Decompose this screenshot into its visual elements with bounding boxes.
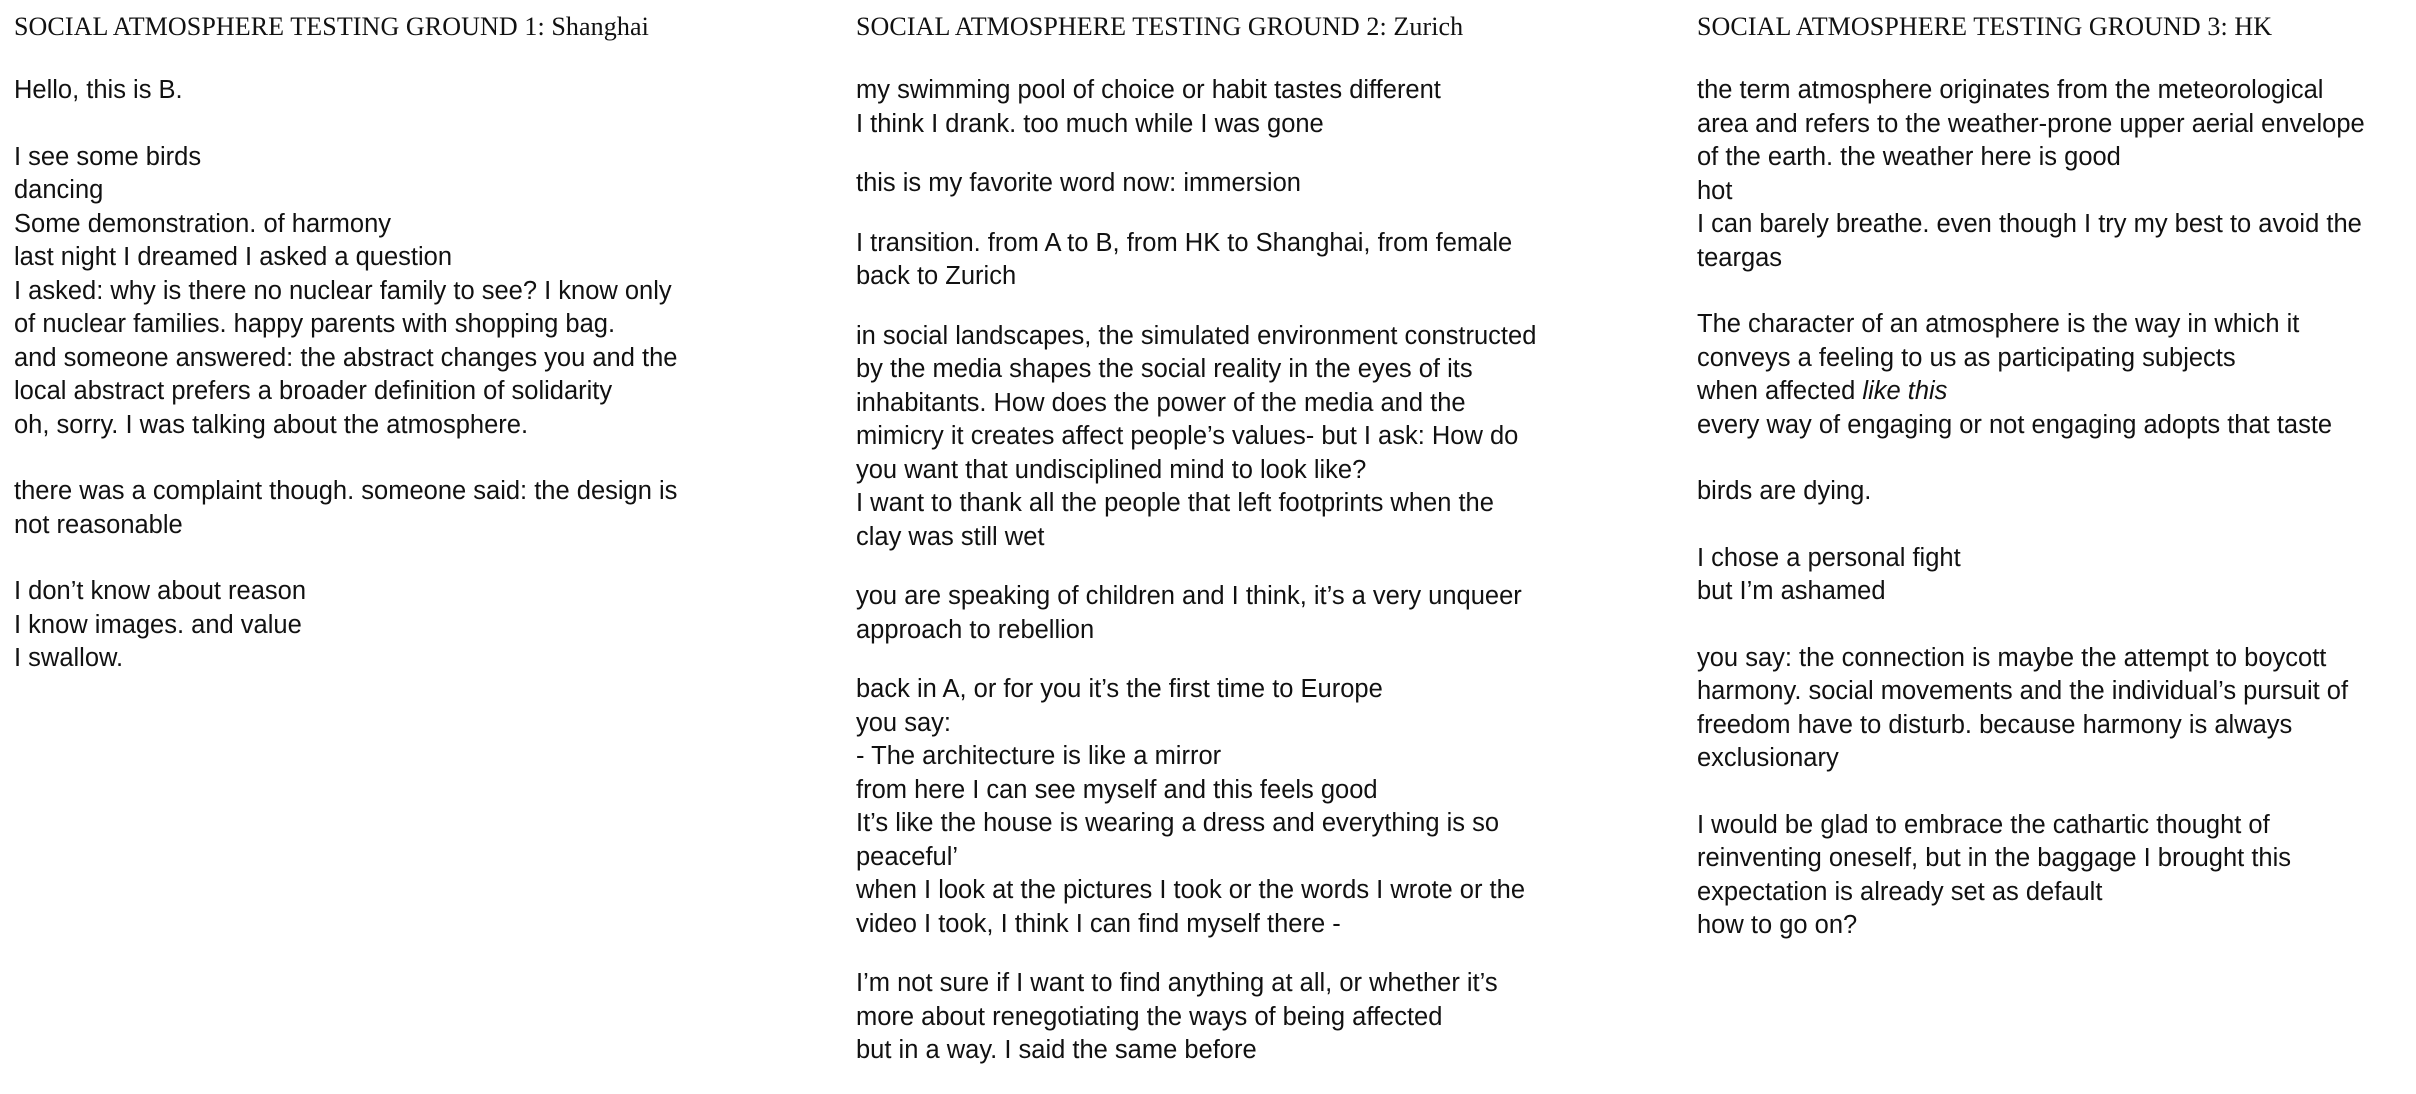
text-line: - The architecture is like a mirror [856, 742, 1222, 770]
column-heading: SOCIAL ATMOSPHERE TESTING GROUND 2: Zurich [856, 12, 1464, 41]
text-line: I can barely breathe. even though I try my best to avoid the [1697, 210, 2362, 238]
text-line: mimicry it creates affect people’s values- but I ask: How do [856, 422, 1519, 450]
text-line: teargas [1697, 243, 1783, 272]
paragraph [1697, 475, 2409, 509]
text-line: area and refers to the weather-prone upper aerial envelope [1697, 109, 2365, 138]
text-line: but in a way. I said the same before [856, 1036, 1257, 1064]
paragraph [1697, 542, 2409, 609]
italic-phrase: like this [1862, 377, 1948, 405]
text-line-affected [1697, 375, 2409, 409]
paragraph [856, 320, 1586, 555]
text-line: there was a complaint though. someone said: the design is [14, 477, 678, 505]
paragraph [856, 227, 1586, 294]
text-line: more about renegotiating the ways of being affected [856, 1002, 1443, 1031]
paragraph [856, 167, 1586, 201]
text-line: oh, sorry. I was talking about the atmosphere. [14, 410, 529, 439]
text-line: I chose a personal fight [1697, 543, 1961, 572]
text-line: expectation is already set as default [1697, 877, 2103, 906]
column-hk [1697, 10, 2409, 943]
text-line: how to go on? [1697, 911, 1858, 939]
text-line: you are speaking of children and I think, it’s a very unqueer [856, 582, 1522, 610]
text-line: Some demonstration. of harmony [14, 209, 392, 238]
text-line: when I look at the pictures I took or the words I wrote or the [856, 876, 1526, 904]
paragraph [1697, 74, 2409, 275]
column-shanghai [14, 10, 744, 676]
text-line: birds are dying. [1697, 477, 1872, 505]
text-line: you say: the connection is maybe the attempt to boycott [1697, 643, 2327, 672]
text-line: Hello, this is B. [14, 76, 183, 104]
text-line: conveys a feeling to us as participating subjects [1697, 343, 2236, 372]
text-line: by the media shapes the social reality in the eyes of its [856, 355, 1473, 383]
text-line: back to Zurich [856, 262, 1017, 290]
text-line: I asked: why is there no nuclear family to see? I know only [14, 276, 672, 305]
text-line: I’m not sure if I want to find anything at all, or whether it’s [856, 969, 1498, 997]
text-line: I see some birds [14, 142, 202, 171]
paragraph [856, 580, 1586, 647]
text-line: I transition. from A to B, from HK to Shanghai, from female [856, 228, 1513, 257]
text-line: I swallow. [14, 644, 124, 672]
text-line: I don’t know about reason [14, 577, 307, 605]
paragraph [856, 967, 1586, 1068]
text-line: inhabitants. How does the power of the media and the [856, 388, 1466, 417]
text-line: my swimming pool of choice or habit tastes different [856, 76, 1441, 104]
paragraph [1697, 809, 2409, 943]
text-line: harmony. social movements and the individual’s pursuit of [1697, 677, 2349, 705]
paragraph [14, 475, 744, 542]
text-line: of the earth. the weather here is good [1697, 143, 2121, 171]
text-line: I think I drank. too much while I was gone [856, 109, 1324, 138]
text-line: It’s like the house is wearing a dress and everything is so [856, 809, 1500, 837]
text-line: reinventing oneself, but in the baggage I brought this [1697, 844, 2292, 872]
text-line: you want that undisciplined mind to look like? [856, 455, 1367, 484]
text-line: The character of an atmosphere is the way in which it [1697, 310, 2300, 338]
text-line: dancing [14, 176, 104, 204]
text-line: freedom have to disturb. because harmony is always [1697, 710, 2293, 739]
text-line: back in A, or for you it’s the first time to Europe [856, 675, 1383, 703]
paragraph [14, 74, 744, 108]
text-line: but I’m ashamed [1697, 577, 1886, 605]
paragraph [14, 575, 744, 676]
affected-prefix: when affected [1697, 377, 1863, 405]
text-line: not reasonable [14, 510, 183, 539]
column-heading: SOCIAL ATMOSPHERE TESTING GROUND 3: HK [1697, 12, 2273, 41]
paragraph [1697, 308, 2409, 442]
text-line: from here I can see myself and this feels good [856, 775, 1378, 804]
paragraph [856, 74, 1586, 141]
text-line: you say: [856, 708, 951, 737]
text-line: last night I dreamed I asked a question [14, 243, 453, 271]
text-line: I know images. and value [14, 610, 302, 639]
column-heading: SOCIAL ATMOSPHERE TESTING GROUND 1: Shanghai [14, 12, 649, 41]
text-line: peaceful’ [856, 842, 959, 871]
text-line: local abstract prefers a broader definition of solidarity [14, 377, 613, 405]
text-line: of nuclear families. happy parents with shopping bag. [14, 310, 616, 338]
text-line: the term atmosphere originates from the meteorological [1697, 76, 2324, 104]
text-line: exclusionary [1697, 744, 1839, 772]
column-zurich [856, 10, 1586, 1068]
paragraph [1697, 642, 2409, 776]
text-line: I would be glad to embrace the cathartic thought of [1697, 810, 2270, 839]
text-line: I want to thank all the people that left footprints when the [856, 489, 1494, 517]
text-line: video I took, I think I can find myself there - [856, 909, 1341, 938]
text-line: and someone answered: the abstract changes you and the [14, 343, 678, 372]
text-line: in social landscapes, the simulated environment constructed [856, 321, 1537, 350]
text-line: clay was still wet [856, 522, 1045, 551]
text-line: this is my favorite word now: immersion [856, 169, 1301, 197]
paragraph [14, 141, 744, 443]
text-line: every way of engaging or not engaging adopts that taste [1697, 410, 2333, 439]
paragraph [856, 673, 1586, 941]
text-line: hot [1697, 176, 1733, 205]
text-line: approach to rebellion [856, 615, 1095, 644]
